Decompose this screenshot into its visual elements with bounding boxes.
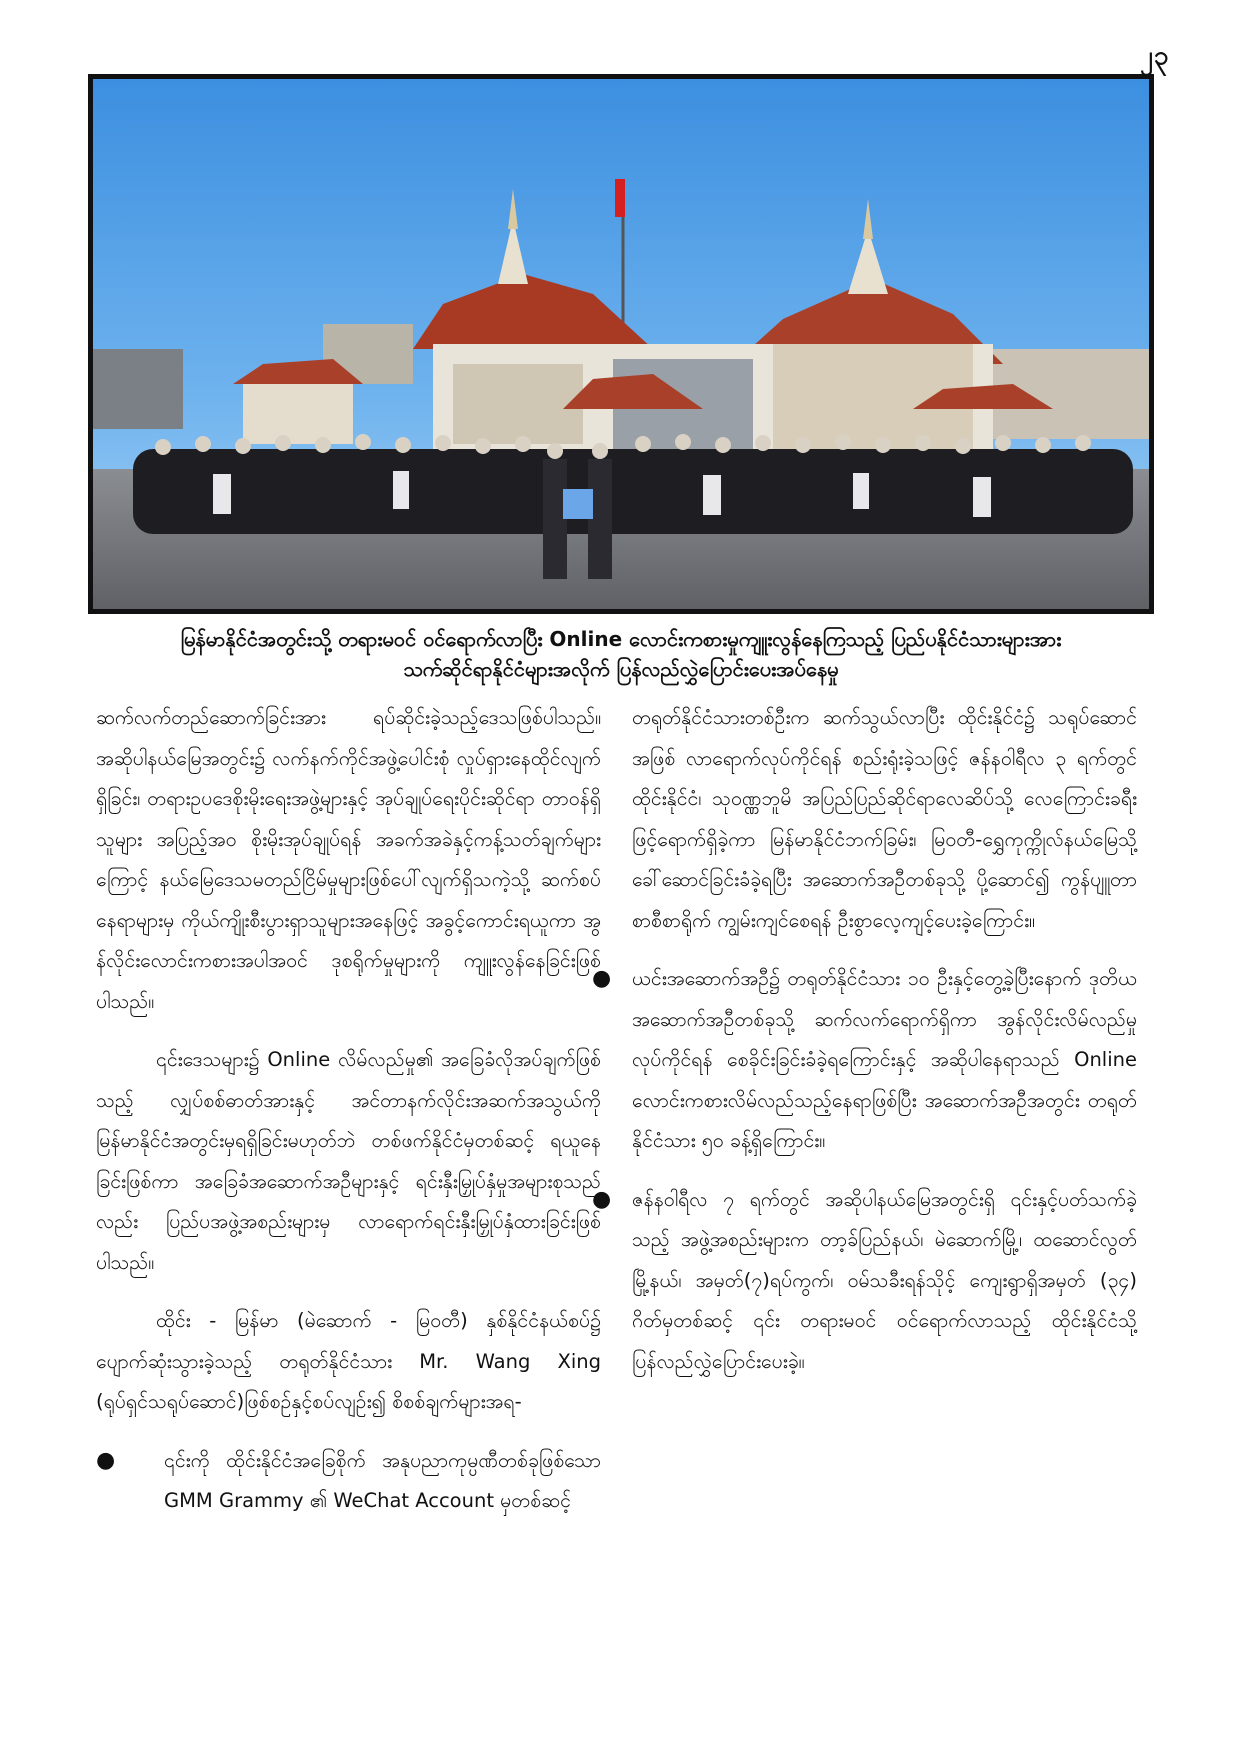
paragraph: ၎င်းဒေသများ၌ Online လိမ်လည်မှု၏ အခြေခံလိုအပ်ချက်ဖြစ်သည့် လျှပ်စစ်ဓာတ်အားနှင့် အင်တာနက်လိုင်းအဆက်အသွယ်ကို မြန်မာနိုင်ငံအတွင်းမှရရှိခြင်းမဟုတ်ဘဲ တစ်ဖက်နိုင်ငံမှတစ်ဆင့် ရယူနေခြင်းဖြစ်ကာ အခြေခံအဆောက်အဦများနှင့် ရင်းနှီးမြှုပ်နှံမှုအများစုသည်လည်း ပြည်ပအဖွဲ့အစည်းများမှ လာရောက်ရင်းနှီးမြှုပ်နှံထားခြင်းဖြစ်ပါသည်။ <box>96 1048 601 1274</box>
photo-caption <box>88 624 1154 684</box>
left-column <box>96 698 601 1540</box>
paragraph: တရုတ်နိုင်ငံသားတစ်ဦးက ဆက်သွယ်လာပြီး ထိုင်းနိုင်ငံ၌ သရုပ်ဆောင်အဖြစ် လာရောက်လုပ်ကိုင်ရန် စည်းရုံးခဲ့သဖြင့် ဇန်နဝါရီလ ၃ ရက်တွင် ထိုင်းနိုင်ငံ၊ သုဝဏ္ဏဘူမိ အပြည်ပြည်ဆိုင်ရာလေဆိပ်သို့ လေကြောင်းခရီးဖြင့်ရောက်ရှိခဲ့ကာ မြန်မာနိုင်ငံဘက်ခြမ်း၊ မြဝတီ-ရွှေကုက္ကိုလ်နယ်မြေသို့ ခေါ်ဆောင်ခြင်းခံခဲ့ရပြီး အဆောက်အဦတစ်ခုသို့ ပို့ဆောင်၍ ကွန်ပျူတာစာစီစာရိုက် ကျွမ်းကျင်စေရန် ဦးစွာလေ့ကျင့်ပေးခဲ့ကြောင်း။ <box>632 706 1137 932</box>
bullet-text: ၎င်းကို ထိုင်းနိုင်ငံအခြေစိုက် အနုပညာကုမ္ပဏီတစ်ခုဖြစ်သော GMM Grammy ၏ WeChat Account မှတစ်ဆင့် <box>164 1448 601 1512</box>
paragraph: ဆက်လက်တည်ဆောက်ခြင်းအား ရပ်ဆိုင်းခဲ့သည့်ဒေသဖြစ်ပါသည်။ အဆိုပါနယ်မြေအတွင်း၌ လက်နက်ကိုင်အဖွဲ့ပေါင်းစုံ လှုပ်ရှားနေထိုင်လျက်ရှိခြင်း၊ တရားဥပဒေစိုးမိုးရေးအဖွဲ့များနှင့် အုပ်ချုပ်ရေးပိုင်းဆိုင်ရာ တာဝန်ရှိသူများ အပြည့်အဝ စိုးမိုးအုပ်ချုပ်ရန် အခက်အခဲနှင့်ကန့်သတ်ချက်များကြောင့် နယ်မြေဒေသမတည်ငြိမ်မှုများဖြစ်ပေါ်လျက်ရှိသကဲ့သို့ ဆက်စပ်နေရာများမှ ကိုယ်ကျိုးစီးပွားရှာသူများအနေဖြင့် အခွင့်ကောင်းရယူကာ အွန်လိုင်းလောင်းကစားအပါအဝင် ဒုစရိုက်မှုများကို ကျူးလွန်နေခြင်းဖြစ်ပါသည်။ <box>96 706 601 1013</box>
paragraph: ထိုင်း - မြန်မာ (မဲဆောက် - မြဝတီ) နှစ်နိုင်ငံနယ်စပ်၌ ပျောက်ဆုံးသွားခဲ့သည့် တရုတ်နိုင်ငံသား Mr. Wang Xing (ရုပ်ရှင်သရုပ်ဆောင်)ဖြစ်စဉ်နှင့်စပ်လျဉ်း၍ စိစစ်ချက်များအရ- <box>96 1309 601 1413</box>
bullet-icon: ● <box>592 966 612 991</box>
bullet-icon: ● <box>592 1186 612 1212</box>
news-photo <box>88 74 1154 614</box>
bullet-item <box>96 1441 601 1522</box>
bullet-text: ဇန်နဝါရီလ ၇ ရက်တွင် အဆိုပါနယ်မြေအတွင်းရှိ ၎င်းနှင့်ပတ်သက်ခဲ့သည့် အဖွဲ့အစည်းများက တာ့ခ်ပြည်နယ်၊ မဲဆောက်မြို့၊ ထဆောင်လွတ်မြို့နယ်၊ အမှတ်(၇)ရပ်ကွက်၊ ဝမ်သခီးရန်သိုင့် ကျေးရွာရှိအမှတ် (၃၄) ဂိတ်မှတစ်ဆင့် ၎င်း တရားမဝင် ဝင်ရောက်လာသည့် ထိုင်းနိုင်ငံသို့ ပြန်လည်လွှဲပြောင်းပေးခဲ့။ <box>632 1187 1137 1373</box>
caption-line-2: သက်ဆိုင်ရာနိုင်ငံများအလိုက် ပြန်လည်လွှဲပြောင်းပေးအပ်နေမှု <box>403 657 839 681</box>
bullet-text: ယင်းအဆောက်အဦ၌ တရုတ်နိုင်ငံသား ၁၀ ဦးနှင့်တွေ့ခဲ့ပြီးနောက် ဒုတိယအဆောက်အဦတစ်ခုသို့ ဆက်လက်ရောက်ရှိကာ အွန်လိုင်းလိမ်လည်မှုလုပ်ကိုင်ရန် စေခိုင်းခြင်းခံခဲ့ရကြောင်းနှင့် အဆိုပါနေရာသည် Online လောင်းကစားလိမ်လည်သည့်နေရာဖြစ်ပြီး အဆောက်အဦအတွင်း တရုတ်နိုင်ငံသား ၅၀ ခန့်ရှိကြောင်း။ <box>632 967 1137 1152</box>
bullet-icon: ● <box>96 1447 116 1473</box>
bullet-item <box>592 1180 1137 1383</box>
page-number: ၂၃ <box>1140 41 1170 71</box>
right-column <box>592 698 1137 1400</box>
caption-line-1: မြန်မာနိုင်ငံအတွင်းသို့ တရားမဝင် ဝင်ရောက်လာပြီး Online လောင်းကစားမှုကျူးလွန်နေကြသည့် ပြည်ပနိုင်ငံသားများအား <box>180 627 1062 651</box>
border-gate-photo <box>93 79 1149 609</box>
bullet-item <box>592 959 1137 1162</box>
